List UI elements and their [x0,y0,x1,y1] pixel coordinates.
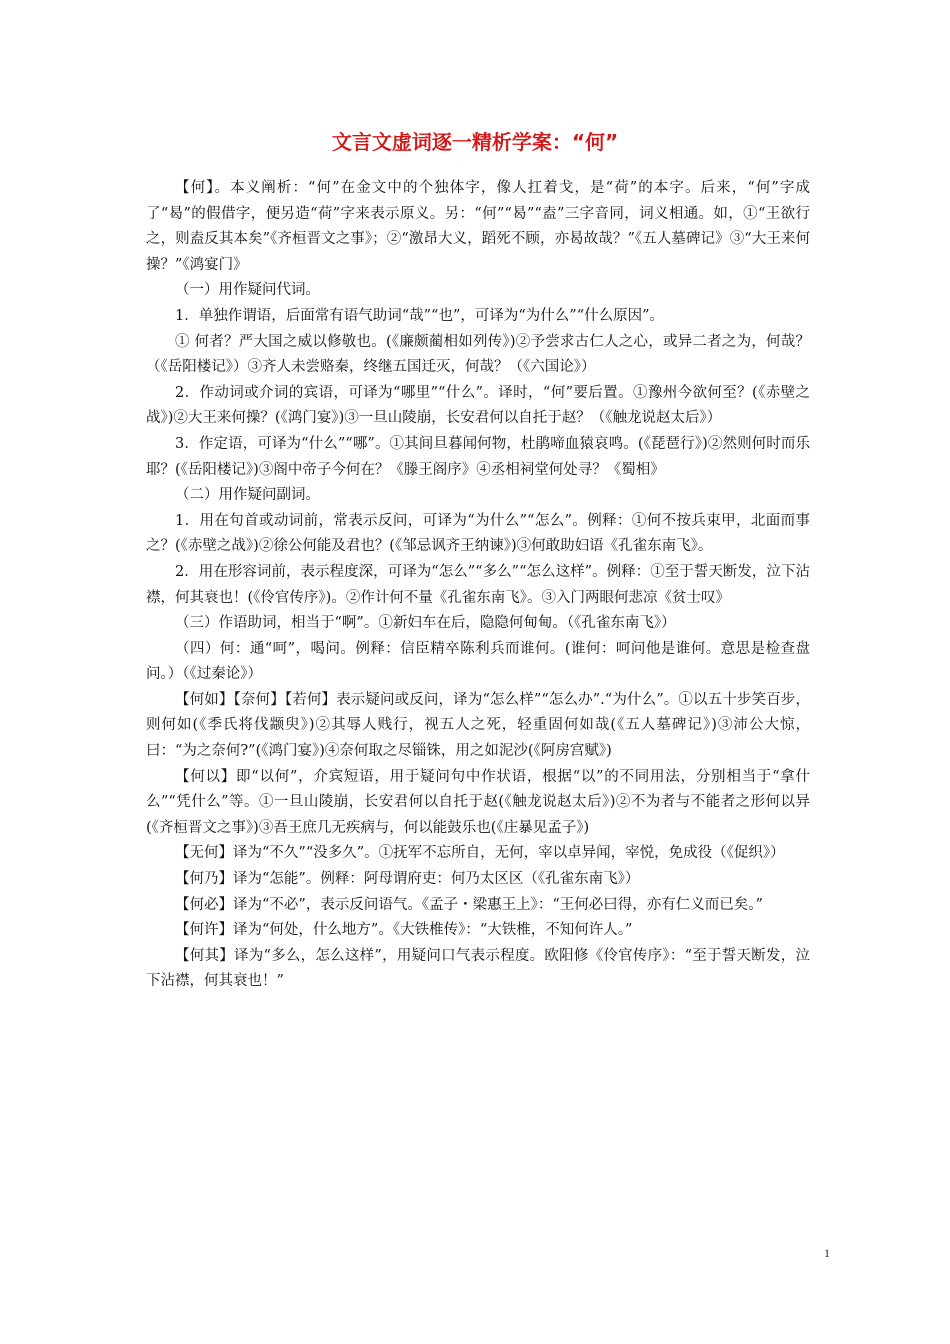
paragraph-wuhe: 【无何】译为“不久”“没多久”。①抚军不忘所自，无何，宰以卓异闻，宰悦，免成役（《促织》） [175,845,785,862]
paragraph: 3．作定语，可译为“什么”“哪”。①其间旦暮闻何物，杜鹃啼血猿哀鸣。(《琵琶行》)②然则何时而乐耶？(《岳阳楼记》)③阁中帝子今何在？《滕王阁序》④丞相祠堂何处寻？《蜀相》 [146,435,810,478]
section-heading-2: （二）用作疑问副词。 [175,487,320,504]
paragraph-heyi: 【何以】即“以何”，介宾短语，用于疑问句中作状语，根据“以”的不同用法，分别相当于“拿什么”“凭什么”等。①一旦山陵崩，长安君何以自托于赵(《触龙说赵太后》)②不为者与不能者之形何以异(《齐桓晋文之事》)③吾王庶几无疾病与，何以能鼓乐也(《庄暴见孟子》) [146,768,810,836]
paragraph-henai: 【何乃】译为“怎能”。例释：阿母谓府吏：何乃太区区（《孔雀东南飞》） [175,871,640,888]
paragraph: 2．用在形容词前，表示程度深，可译为“怎么”“多么”“怎么这样”。例释：①至于誓天断发，泣下沾襟，何其衰也！(《伶官传序》)。②作计何不量《孔雀东南飞》。③入门两眼何悲凉《贫士叹》 [146,563,810,606]
paragraph-hexu: 【何许】译为“何处，什么地方”。《大铁椎传》：“大铁椎，不知何许人。” [175,922,633,939]
paragraph: 1．用在句首或动词前，常表示反问，可译为“为什么”“怎么”。例释：①何不按兵束甲，北面而事之？(《赤壁之战》)②徐公何能及君也？(《邹忌讽齐王纳谏》)③何敢助妇语《孔雀东南飞》。 [146,512,810,555]
paragraph-heru: 【何如】【奈何】【若何】表示疑问或反问，译为“怎么样”“怎么办”.“为什么”。①以五十步笑百步，则何如(《季氏将伐颛臾》)②其辱人贱行，视五人之死，轻重固何如哉(《五人墓碑记》)③沛公大惊，曰：“为之奈何?”(《鸿门宴》)④奈何取之尽锱铢，用之如泥沙(《阿房宫赋》) [146,691,810,760]
paragraph-hebi: 【何必】译为“不必”，表示反问语气。《孟子・梁惠王上》：“王何必曰得，亦有仁义而已矣。” [175,896,763,913]
section-heading-3: （三）作语助词，相当于“啊”。①新妇车在后，隐隐何甸甸。（《孔雀东南飞》） [175,615,676,632]
section-heading-4: （四）何：通“呵”，喝问。例释：信臣精卒陈利兵而谁何。(谁何：呵问他是谁何。意思是检查盘问。）（《过秦论》） [146,640,810,683]
paragraph-heqi: 【何其】译为“多么，怎么这样”，用疑问口气表示程度。欧阳修《伶官传序》：“至于誓天断发，泣下沾襟，何其衰也！” [146,947,810,990]
section-heading-1: （一）用作疑问代词。 [175,282,320,299]
page-number: 1 [824,1246,830,1260]
document-body [146,176,810,995]
paragraph: 2．作动词或介词的宾语，可译为“哪里”“什么”。译时，“何”要后置。①豫州今欲何至？(《赤壁之战》)②大王来何操？(《鸿门宴》)③一旦山陵崩，长安君何以自托于赵？（《触龙说赵太后》） [146,384,810,427]
paragraph: 1．单独作谓语，后面常有语气助词“哉”“也”，可译为“为什么”“什么原因”。 [175,307,665,324]
paragraph: ① 何者？严大国之威以修敬也。(《廉颇蔺相如列传》)②予尝求古仁人之心，或异二者之为，何哉？（《岳阳楼记》）③齐人未尝赂秦，终继五国迁灭，何哉？（《六国论》） [146,333,810,376]
document-title: 文言文虚词逐一精析学案：“何” [331,130,619,154]
paragraph-intro: 【何】。本义阐析：“何”在金文中的个独体字，像人扛着戈，是“荷”的本字。后来，“何”字成了“曷”的假借字，便另造“荷”字来表示原义。另：“何”“曷”“盍”三字音同，词义相通。如，①“王欲行之，则盍反其本矣”《齐桓晋文之事》；②“激昂大义，蹈死不顾，亦曷故哉？”《五人墓碑记》③“大王来何操？”《鸿宴门》 [146,180,810,273]
